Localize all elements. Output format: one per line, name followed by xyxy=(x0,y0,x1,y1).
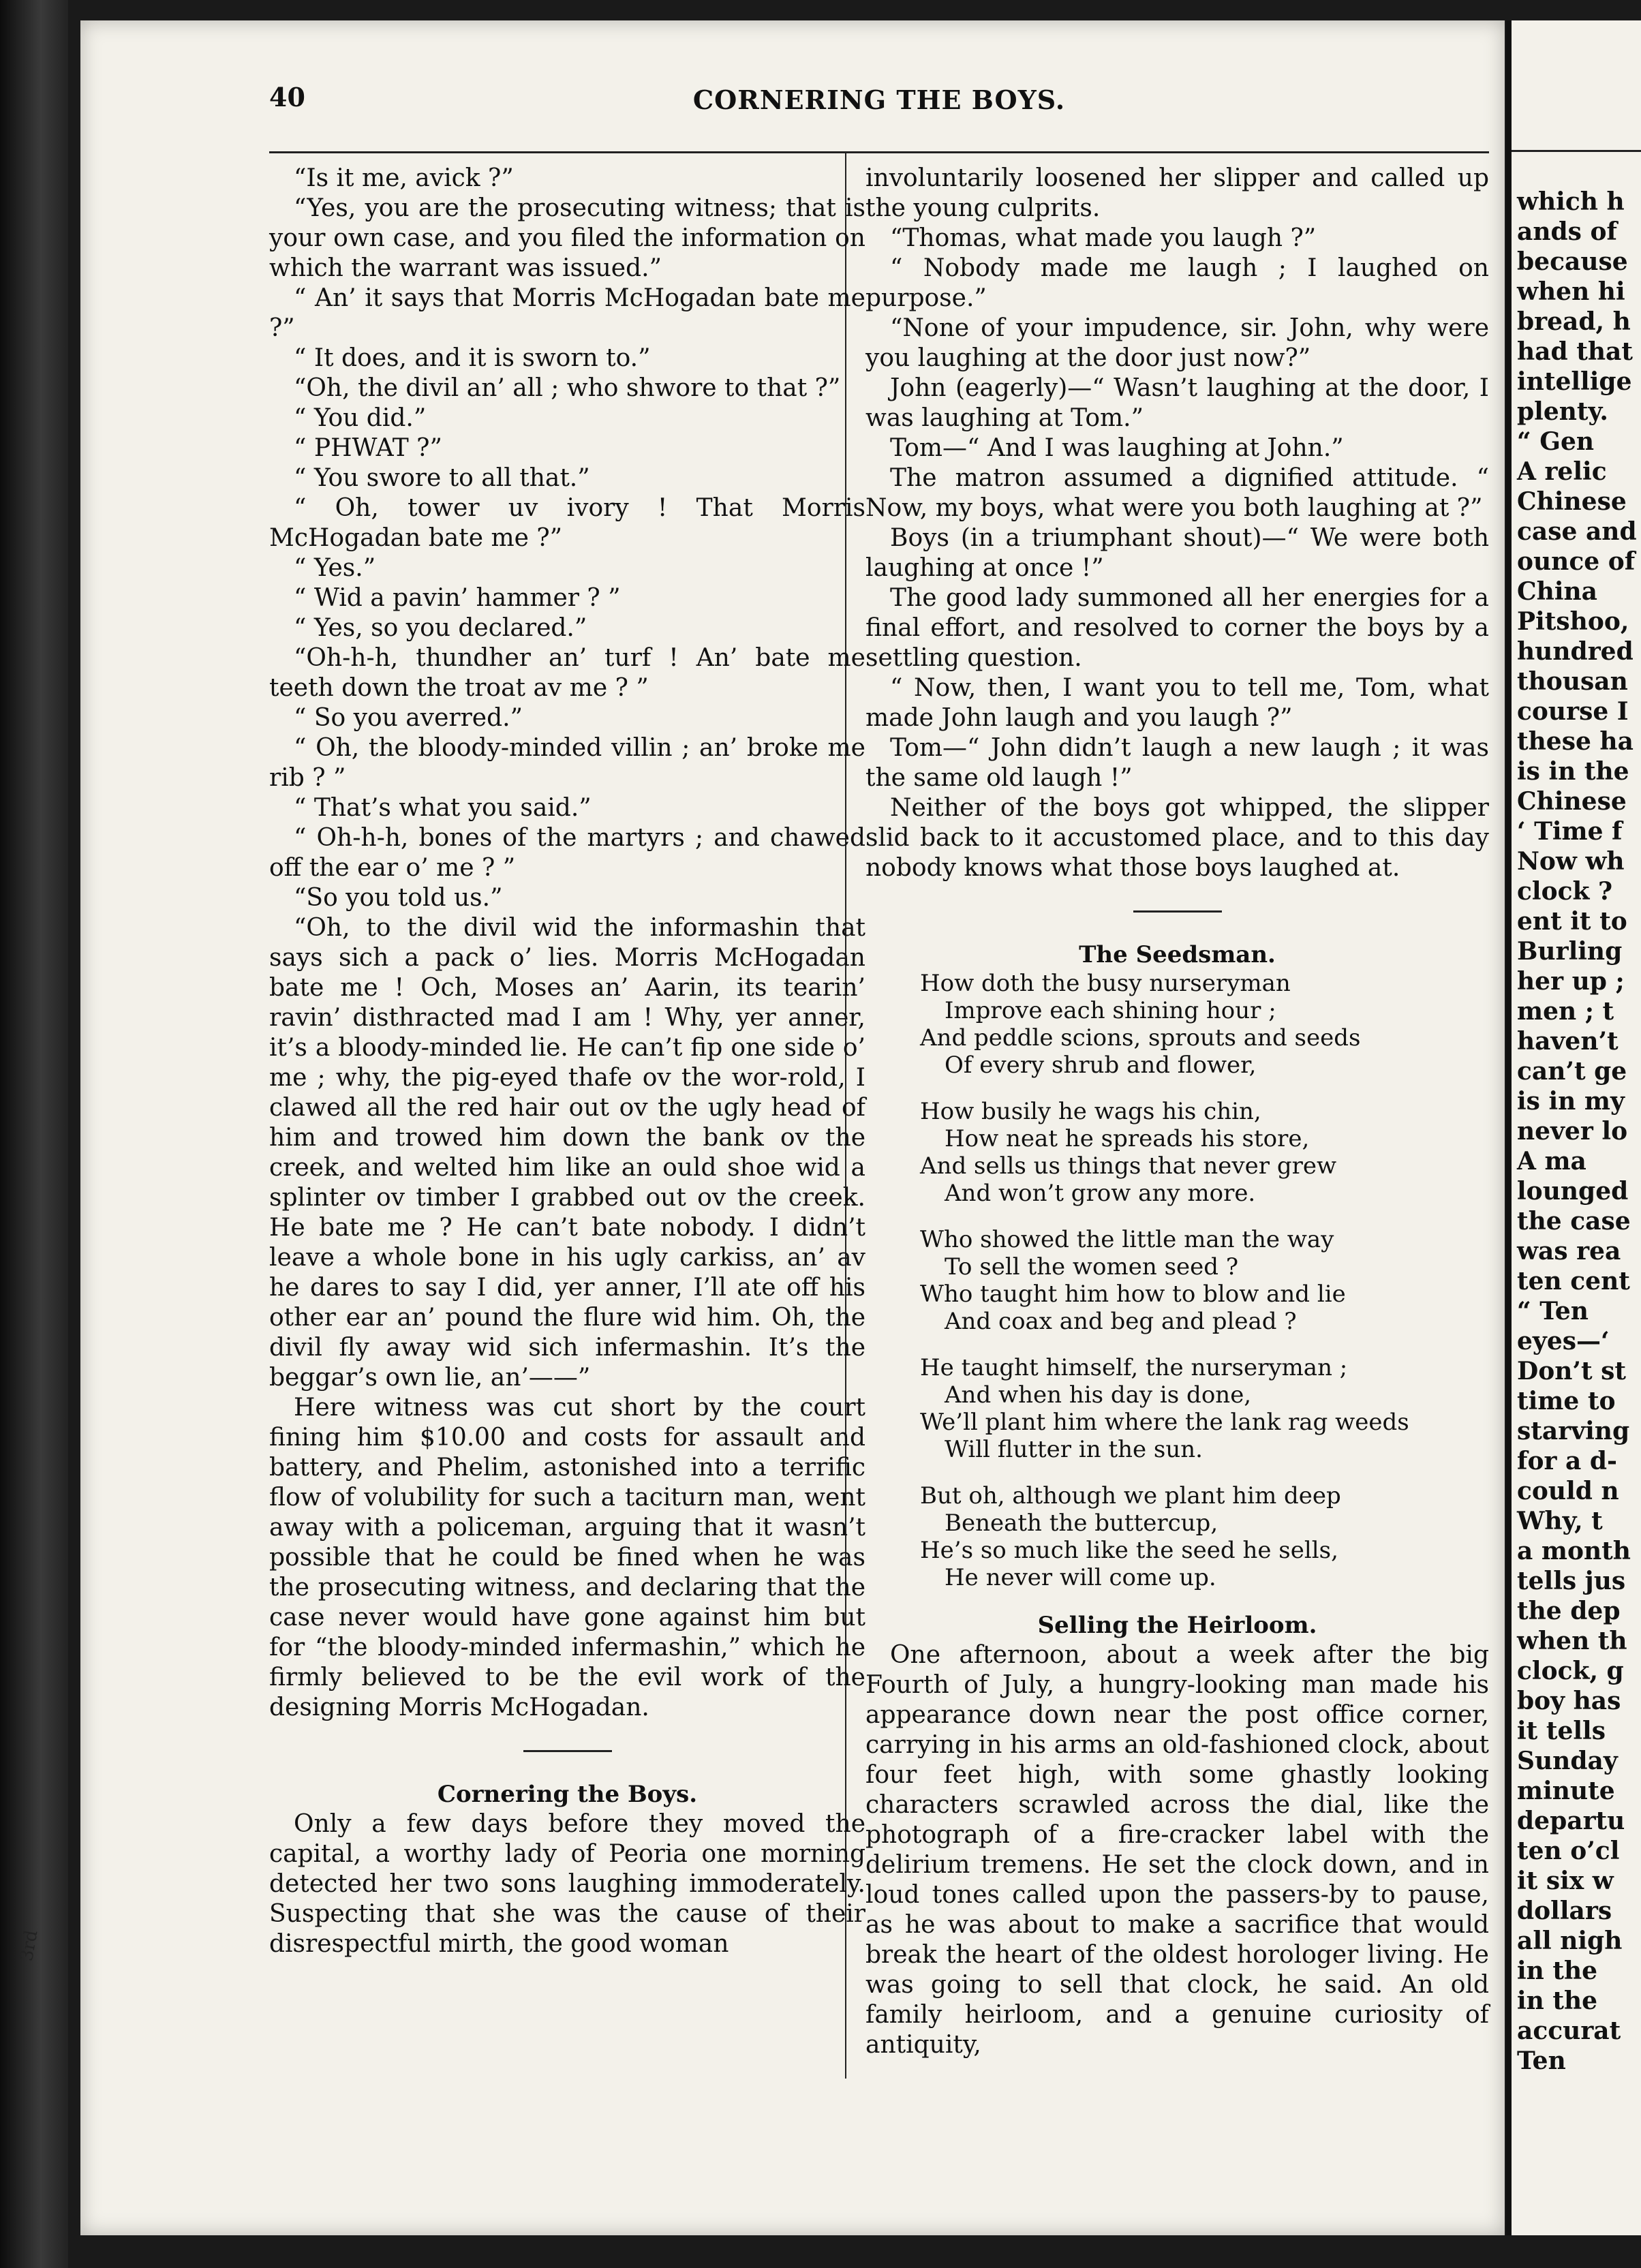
poem-line: Will flutter in the sun. xyxy=(945,1436,1203,1463)
fragment-line: time to xyxy=(1517,1387,1616,1415)
paragraph: John (eagerly)—“ Wasn’t laughing at the door, I was laughing at Tom.” xyxy=(865,374,1489,432)
fragment-line: a month xyxy=(1517,1537,1631,1565)
poem-line: And sells us things that never grew xyxy=(920,1152,1337,1180)
paragraph: “ So you averred.” xyxy=(294,704,523,732)
paragraph: “ Oh-h-h, bones of the martyrs ; and chawed off the ear o’ me ? ” xyxy=(269,824,865,882)
fragment-line: tells jus xyxy=(1517,1567,1626,1595)
poem-line: And won’t grow any more. xyxy=(945,1180,1256,1207)
paragraph: “Oh, to the divil wid the informashin that says sich a pack o’ lies. Morris McHogadan bate me ! Och, Moses an’ Aarin, its tearin’ ravin’ disthracted mad I am ! Why, yer anner, it’s a bloody-minded lie. He can’t fip one side o’ me ; why, the pig-eyed thafe ov the wor-rold, I clawed all the red hair out ov the ugly head of him and trowed him down the bank ov the creek, and welted him like an ould shoe wid a splinter ov timber I grabbed out ov the creek. He bate me ? He can’t bate nobody. I didn’t leave a whole bone in his ugly carkiss, an’ av he dares to say I did, yer anner, I’ll ate off his other ear an’ pound the flure wid him. Oh, the divil fly away wid sich infermashin. It’s the beggar’s own lie, an’——” xyxy=(269,914,865,1392)
fragment-line: Chinese xyxy=(1517,487,1627,516)
poem-stanza xyxy=(920,970,1489,1079)
fragment-line: departu xyxy=(1517,1807,1625,1835)
fragment-line: accurat xyxy=(1517,2017,1621,2045)
fragment-line: when th xyxy=(1517,1627,1627,1655)
poem-title: The Seedsman. xyxy=(1079,941,1276,968)
fragment-line: ten o’cl xyxy=(1517,1837,1620,1865)
fragment-line: Ten xyxy=(1517,2047,1566,2075)
fragment-line: case and xyxy=(1517,517,1637,546)
fragment-line: is in the xyxy=(1517,757,1629,786)
page-number: 40 xyxy=(269,82,305,112)
left-column xyxy=(269,164,865,1959)
fragment-line: eyes—‘ xyxy=(1517,1327,1610,1355)
fragment-line: Sunday xyxy=(1517,1747,1618,1775)
running-title: CORNERING THE BOYS. xyxy=(692,85,1066,115)
poem-line: Improve each shining hour ; xyxy=(945,997,1276,1024)
poem-stanza xyxy=(920,1226,1489,1335)
paragraph: “ You swore to all that.” xyxy=(294,464,590,492)
paragraph: “ It does, and it is sworn to.” xyxy=(294,344,651,372)
poem-line: How neat he spreads his store, xyxy=(945,1125,1310,1152)
paragraph: “None of your impudence, sir. John, why were you laughing at the door just now?” xyxy=(865,314,1489,372)
paragraph: Tom—“ And I was laughing at John.” xyxy=(890,434,1344,462)
section-separator xyxy=(1133,910,1222,913)
margin-mark: 3rd xyxy=(16,1928,42,1963)
fragment-line: because xyxy=(1517,247,1628,276)
fragment-line: it six w xyxy=(1517,1867,1614,1895)
poem-line: How doth the busy nurseryman xyxy=(920,970,1291,997)
fragment-line: is in my xyxy=(1517,1087,1625,1116)
poem-line: And peddle scions, sprouts and seeds xyxy=(920,1024,1361,1052)
fragment-line: for a d- xyxy=(1517,1447,1617,1475)
fragment-line: dollars xyxy=(1517,1897,1612,1925)
fragment-line: A ma xyxy=(1517,1147,1586,1176)
fragment-line: ten cent xyxy=(1517,1267,1630,1296)
poem-line: We’ll plant him where the lank rag weeds xyxy=(920,1409,1409,1436)
next-page-fragment xyxy=(1512,20,1641,2235)
paragraph: involuntarily loosened her slipper and called up the young culprits. xyxy=(865,164,1489,222)
section-title: Selling the Heirloom. xyxy=(1037,1612,1317,1639)
section-title: Cornering the Boys. xyxy=(437,1781,698,1808)
fragment-line: ‘ Time f xyxy=(1517,817,1623,846)
fragment-line: Burling xyxy=(1517,937,1623,966)
paragraph: “ Yes, so you declared.” xyxy=(294,614,587,642)
poem-line: Who showed the little man the way xyxy=(920,1226,1334,1253)
fragment-line: in the xyxy=(1517,1957,1598,1985)
fragment-line: plenty. xyxy=(1517,397,1608,426)
fragment-line: in the xyxy=(1517,1987,1598,2015)
fragment-line: Why, t xyxy=(1517,1507,1603,1535)
paragraph: Tom—“ John didn’t laugh a new laugh ; it was the same old laugh !” xyxy=(865,734,1489,792)
fragment-line: the dep xyxy=(1517,1597,1621,1625)
paragraph: “So you told us.” xyxy=(294,884,503,912)
fragment-line: A relic xyxy=(1517,457,1607,486)
poem-line: And coax and beg and plead ? xyxy=(945,1308,1297,1335)
poem-line: Beneath the buttercup, xyxy=(945,1510,1218,1537)
paragraph: “Yes, you are the prosecuting witness; that is your own case, and you filed the information on which the warrant was issued.” xyxy=(269,194,865,282)
fragment-line: starving xyxy=(1517,1417,1630,1445)
fragment-line: when hi xyxy=(1517,277,1625,306)
fragment-line: can’t ge xyxy=(1517,1057,1627,1086)
fragment-line: men ; t xyxy=(1517,997,1614,1026)
fragment-line: the case xyxy=(1517,1207,1631,1236)
paragraph: “ Yes.” xyxy=(294,554,376,582)
paragraph: Boys (in a triumphant shout)—“ We were both laughing at once !” xyxy=(865,524,1489,582)
header-rule xyxy=(269,151,1489,153)
paragraph: “Oh-h-h, thundher an’ turf ! An’ bate me teeth down the troat av me ? ” xyxy=(269,644,865,702)
fragment-line: bread, h xyxy=(1517,307,1631,336)
fragment-line: thousan xyxy=(1517,667,1628,696)
poem-line: How busily he wags his chin, xyxy=(920,1098,1261,1125)
fragment-line: all nigh xyxy=(1517,1927,1623,1955)
fragment-line: lounged xyxy=(1517,1177,1629,1206)
fragment-line: ands of xyxy=(1517,217,1617,246)
poem-line: He taught himself, the nurseryman ; xyxy=(920,1354,1348,1381)
poem-stanza xyxy=(920,1098,1489,1207)
fragment-line: Don’t st xyxy=(1517,1357,1626,1385)
fragment-line: “ Ten xyxy=(1517,1297,1589,1325)
paragraph: “ An’ it says that Morris McHogadan bate me ?” xyxy=(269,284,865,342)
fragment-line: ent it to xyxy=(1517,907,1627,936)
poem-line: And when his day is done, xyxy=(945,1381,1252,1409)
paragraph: Neither of the boys got whipped, the slipper slid back to it accustomed place, and to this day nobody knows what those boys laughed at. xyxy=(865,794,1489,882)
fragment-line: Now wh xyxy=(1517,847,1625,876)
paragraph: “ Wid a pavin’ hammer ? ” xyxy=(294,584,621,612)
fragment-line: never lo xyxy=(1517,1117,1628,1146)
fragment-line: boy has xyxy=(1517,1687,1621,1715)
poem-line: He never will come up. xyxy=(945,1564,1216,1591)
paragraph: “ Oh, the bloody-minded villin ; an’ broke me rib ? ” xyxy=(269,734,865,792)
fragment-line: clock ? xyxy=(1517,877,1613,906)
fragment-line: course I xyxy=(1517,697,1629,726)
fragment-line: was rea xyxy=(1517,1237,1621,1266)
fragment-line: could n xyxy=(1517,1477,1619,1505)
page-header xyxy=(269,82,1489,123)
fragment-line: ounce of xyxy=(1517,547,1636,576)
fragment-line: had that xyxy=(1517,337,1633,366)
fragment-line: minute xyxy=(1517,1777,1615,1805)
fragment-line: intellige xyxy=(1517,367,1632,396)
fragment-line: these ha xyxy=(1517,727,1634,756)
fragment-line: her up ; xyxy=(1517,967,1625,996)
paragraph: “Thomas, what made you laugh ?” xyxy=(890,224,1317,252)
paragraph: “Oh, the divil an’ all ; who shwore to that ?” xyxy=(294,374,841,402)
fragment-line: clock, g xyxy=(1517,1657,1624,1685)
fragment-line: it tells xyxy=(1517,1717,1606,1745)
paragraph: The good lady summoned all her energies for a final effort, and resolved to corner the boys by a settling question. xyxy=(865,584,1489,672)
next-page-header-rule xyxy=(1512,150,1641,152)
fragment-line: haven’t xyxy=(1517,1027,1619,1056)
fragment-line: Chinese xyxy=(1517,787,1627,816)
paragraph: One afternoon, about a week after the big Fourth of July, a hungry-looking man made his appearance down near the post office corner, carrying in his arms an old-fashioned clock, about four feet high, with some ghastly looking characters scrawled across the dial, like the photograph of a fire-cracker label with the delirium tremens. He set the clock down, and in loud tones called upon the passers-by to pause, as he was about to make a sacrifice that would break the heart of the oldest horologer living. He was going to sell that clock, he said. An old family heirloom, and a genuine curiosity of antiquity, xyxy=(865,1641,1489,2059)
poem-line: But oh, although we plant him deep xyxy=(920,1482,1341,1510)
poem-line: He’s so much like the seed he sells, xyxy=(920,1537,1338,1564)
paragraph: “ That’s what you said.” xyxy=(294,794,592,822)
paragraph: “ Nobody made me laugh ; I laughed on purpose.” xyxy=(865,254,1489,312)
section-separator xyxy=(523,1750,612,1752)
fragment-line: hundred xyxy=(1517,637,1634,666)
paragraph: Here witness was cut short by the court fining him $10.00 and costs for assault and battery, and Phelim, astonished into a terrific flow of volubility for such a taciturn man, went away with a policeman, arguing that it wasn’t possible that he could be fined when he was the prosecuting witness, and declaring that the case never would have gone against him but for “the bloody-minded infermashin,” which he firmly believed to be the evil work of the designing Morris McHogadan. xyxy=(269,1394,865,1721)
fragment-line: which h xyxy=(1517,187,1625,216)
paragraph: “Is it me, avick ?” xyxy=(294,164,514,192)
right-column xyxy=(865,164,1489,2060)
paragraph: “ Now, then, I want you to tell me, Tom, what made John laugh and you laugh ?” xyxy=(865,674,1489,732)
poem-line: To sell the women seed ? xyxy=(945,1253,1239,1281)
book-spine xyxy=(0,0,68,2268)
fragment-line: China xyxy=(1517,577,1598,606)
poem-stanza xyxy=(920,1354,1489,1463)
paragraph: “ Oh, tower uv ivory ! That Morris McHogadan bate me ?” xyxy=(269,494,865,552)
poem-line: Of every shrub and flower, xyxy=(945,1052,1257,1079)
poem-line: Who taught him how to blow and lie xyxy=(920,1281,1346,1308)
paragraph: Only a few days before they moved the capital, a worthy lady of Peoria one morning detected her two sons laughing immoderately. Suspecting that she was the cause of their disrespectful mirth, the good woman xyxy=(269,1810,865,1958)
paragraph: “ You did.” xyxy=(294,404,427,432)
fragment-line: Pitshoo, xyxy=(1517,607,1629,636)
fragment-line: “ Gen xyxy=(1517,427,1595,456)
poem-stanza xyxy=(920,1482,1489,1591)
paragraph: “ PHWAT ?” xyxy=(294,434,442,462)
paragraph: The matron assumed a dignified attitude. “ Now, my boys, what were you both laughing at ?” xyxy=(865,464,1489,522)
